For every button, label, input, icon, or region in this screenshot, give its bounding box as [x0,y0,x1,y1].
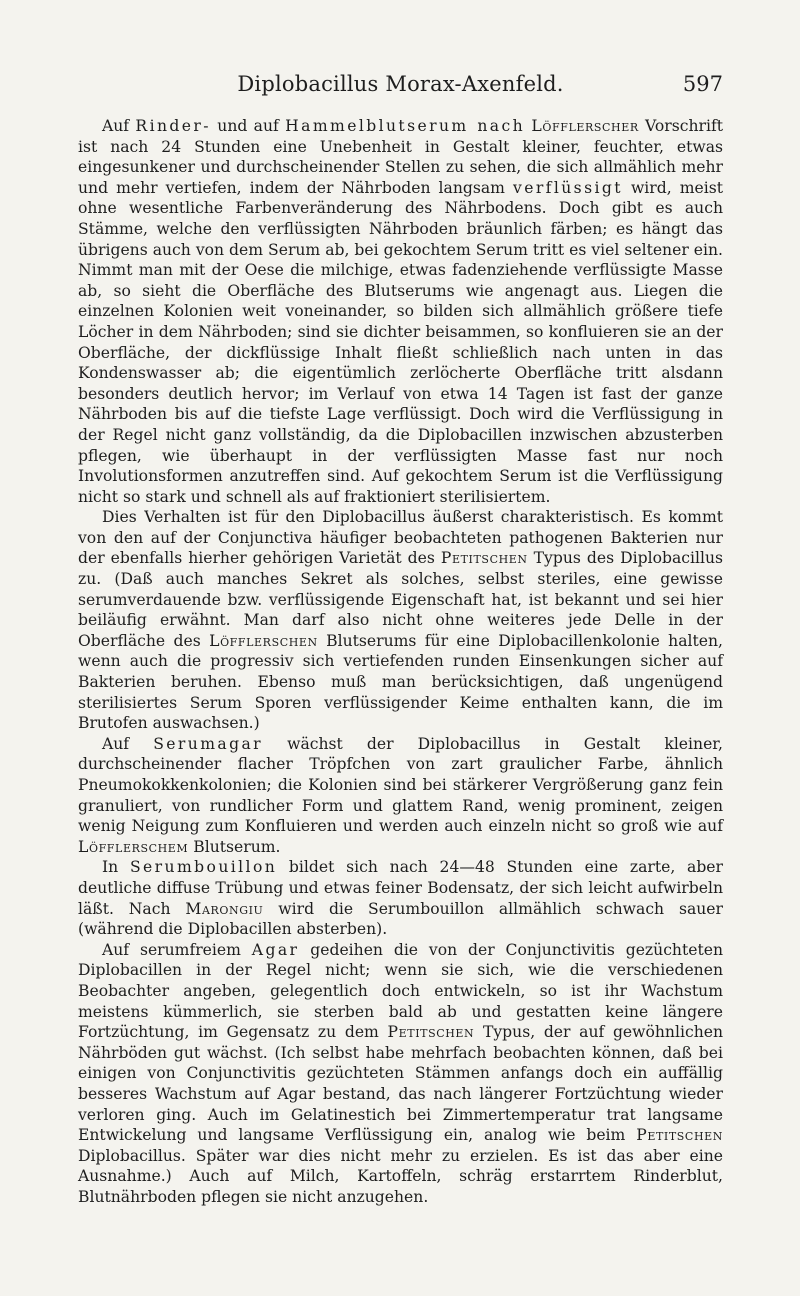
paragraph-serumagar: Auf Serumagar wächst der Diplobacillus in Gestalt kleiner, durchscheinender flacher Tröpfchen von zart graulicher Farbe, ähnlich Pneumokokkenkolonien; die Kolonien sind bei stärkerer Vergrößerung ganz fein granuliert, von rundlicher Form und glattem Rand, wenig prominent, zeigen wenig Neigung zum Konfluieren und werden auch einzeln nicht so groß wie auf Löfflerschem Blutserum. [78,734,723,856]
author-name: Petitschen [440,549,528,568]
author-name: Marongiu [185,899,264,918]
author-name: Löfflerschen [209,631,318,650]
emphasis-term: verflüssigt [512,178,623,197]
author-name: Petitschen [387,1023,475,1042]
paragraph-serum-rinder: Auf Rinder- und auf Hammelblutserum nach Löfflerscher Vorschrift ist nach 24 Stunden eine Unebenheit in Gestalt kleiner, feuchter, etwas eingesunkener und durchscheinender Stellen zu sehen, die sich allmählich mehr und mehr vertiefen, indem der Nährboden langsam verflüssigt wird, meist ohne wesentliche Farbenveränderung des Nährbodens. Doch gibt es auch Stämme, welche den verflüssigten Nährboden bräunlich färben; es hängt das übrigens auch von dem Serum ab, bei gekochtem Serum tritt es viel seltener ein. Nimmt man mit der Oese die milchige, etwas fadenziehende verflüssigte Masse ab, so sieht die Oberfläche des Blutserums wie angenagt aus. Liegen die einzelnen Kolonien weit voneinander, so bilden sich allmählich größere tiefe Löcher in dem Nährboden; sind sie dichter beisammen, so konfluieren sie an der Oberfläche, der dickflüssige Inhalt fließt schließlich nach unten in das Kondenswasser ab; die eigentümlich zerlöcherte Oberfläche tritt alsdann besonders deutlich hervor; im Verlauf von etwa 14 Tagen ist fast der ganze Nährboden bis auf die tiefste Lage verflüssigt. Doch wird die Verflüssigung in der Regel nicht ganz vollständig, da die Diplobacillen inzwischen abzusterben pflegen, wie überhaupt in der verflüssigten Masse fast nur noch Involutionsformen anzutreffen sind. Auf gekochtem Serum ist die Verflüssigung nicht so stark und schnell als auf fraktioniert sterilisiertem. [78,117,723,506]
paragraph-agar: Auf serumfreiem Agar gedeihen die von der Conjunctivitis gezüchteten Diplobacillen in der Regel nicht; wenn sie sich, wie die verschiedenen Beobachter angeben, gelegentlich doch entwickeln, so ist ihr Wachstum meistens kümmerlich, sie sterben bald ab und gestatten keine längere Fortzüchtung, im Gegensatz zu dem Petitschen Typus, der auf gewöhnlichen Nährböden gut wächst. (Ich selbst habe mehrfach beobachten können, daß bei einigen von Conjunctivitis gezüchteten Stämmen anfangs doch ein auffällig besseres Wachstum auf Agar bestand, das nach längerer Fortzüchtung wieder verloren ging. Auch im Gelatinestich bei Zimmertemperatur trat langsame Entwickelung und langsame Verflüssigung ein, analog wie beim Petitschen Diplobacillus. Später war dies nicht mehr zu erzielen. Es ist das aber eine Ausnahme.) Auch auf Milch, Kartoffeln, schräg erstarrtem Rinderblut, Blutnährboden pflegen sie nicht anzugehen. [78,940,724,1206]
page-number: 597 [682,72,723,96]
running-header [78,72,723,102]
paragraph-charakteristik: Dies Verhalten ist für den Diplobacillus äußerst charakteristisch. Es kommt von den auf der Conjunctiva häufiger beobachteten pathogenen Bakterien nur der ebenfalls hierher gehörigen Varietät des Petitschen Typus des Diplobacillus zu. (Daß auch manches Sekret als solches, selbst steriles, eine gewisse serumverdauende bzw. verflüssigende Eigenschaft hat, ist bekannt und sei hier beiläufig erwähnt. Man darf also nicht ohne weiteres jede Delle in der Oberfläche des Löfflerschen Blutserums für eine Diplobacillenkolonie halten, wenn auch die progressiv sich vertiefenden runden Einsenkungen sicher auf Bakterien beruhen. Ebenso muß man berücksichtigen, daß ungenügend sterilisiertes Serum Sporen verflüssigender Keime enthalten kann, die im Brutofen auswachsen.) [78,508,724,733]
author-name: Petitschen [636,1126,723,1145]
emphasis-term: Serumagar [153,734,264,753]
author-name: Löfflerschem [78,837,189,856]
emphasis-term: Hammelblutserum nach [285,117,526,135]
emphasis-term: Rinder- [135,117,211,135]
body-text [78,116,723,1207]
paragraph-serumbouillon: In Serumbouillon bildet sich nach 24—48 Stunden eine zarte, aber deutliche diffuse Trübung und etwas feiner Bodensatz, der sich leicht aufwirbeln läßt. Nach Marongiu wird die Serumbouillon allmählich schwach sauer (während die Diplobacillen absterben). [78,858,723,939]
running-title: Diplobacillus Morax-Axenfeld. [237,72,564,96]
author-name: Löfflerscher [531,117,639,135]
emphasis-term: Agar [251,940,300,959]
emphasis-term: Serumbouillon [129,858,278,877]
